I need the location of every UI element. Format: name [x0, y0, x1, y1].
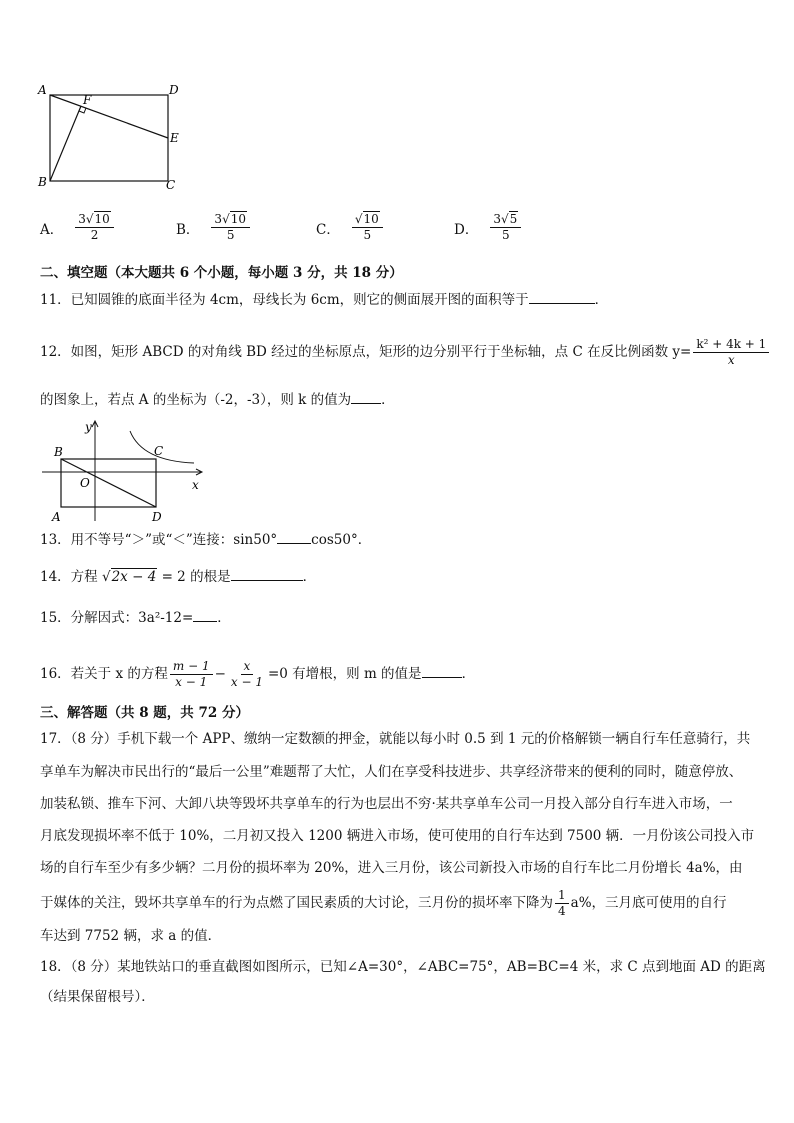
question-17-line5: 场的自行车至少有多少辆？二月份的损坏率为 20%，进入三月份，该公司新投入市场的自行车比二月份增长 4a%，由: [40, 860, 743, 876]
question-18-line1: 18．（8 分）某地铁站口的垂直截图如图所示，已知∠A=30°，∠ABC=75°，AB=BC=4 米，求 C 点到地面 AD 的距离: [40, 959, 766, 975]
label-F: F: [83, 93, 92, 107]
label-D: D: [169, 83, 179, 97]
section-solve-title: 三、解答题（共 8 题，共 72 分）: [40, 705, 249, 721]
label-C2: C: [154, 444, 164, 458]
answer-blank-15[interactable]: [193, 607, 217, 622]
label-O: O: [80, 476, 90, 490]
question-13: 13．用不等号“＞”或“＜”连接：sin50° cos50°．: [40, 529, 371, 550]
question-17-line6: 于媒体的关注，毁坏共享单车的行为点燃了国民素质的大讨论，三月份的损坏率下降为 $\frac{1}{4}$ a%，三月底可使用的自行: [40, 888, 727, 918]
question-17-line3: 加装私锁、推车下河、大卸八块等毁坏共享单车的行为也层出不穷·某共享单车公司一月投入部分自行车进入市场，一: [40, 796, 733, 812]
section-fill-in-title: 二、填空题（本大题共 6 个小题，每小题 3 分，共 18 分）: [40, 265, 403, 281]
label-x: x: [192, 478, 199, 492]
question-15: 15．分解因式：3a²-12= ．: [40, 607, 231, 628]
label-D2: D: [152, 510, 162, 524]
question-11: 11．已知圆锥的底面半径为 4cm，母线长为 6cm，则它的侧面展开图的面积等于 ．: [40, 289, 608, 310]
option-c[interactable]: C． $\frac{√10}{5}$: [316, 212, 385, 243]
question-12-cont: 的图象上，若点 A 的坐标为（-2，-3），则 k 的值为 ．: [40, 389, 395, 410]
label-y: y: [85, 420, 92, 434]
answer-blank-14[interactable]: [231, 566, 303, 581]
label-E: E: [170, 131, 179, 145]
answer-blank-12[interactable]: [351, 389, 381, 404]
question-17-line1: 17．（8 分）手机下载一个 APP、缴纳一定数额的押金，就能以每小时 0.5 到 1 元的价格解锁一辆自行车任意骑行，共: [40, 731, 751, 747]
coordinate-figure: [38, 417, 206, 525]
answer-blank-11[interactable]: [529, 289, 595, 304]
question-16: 16．若关于 x 的方程 $\frac{m - 1}{x - 1}$ − $\frac{x}{x - 1}$ =0 有增根，则 m 的值是 ．: [40, 659, 476, 689]
rectangle-figure: [36, 82, 186, 194]
label-B: B: [38, 175, 47, 189]
option-b[interactable]: B． $\frac{3√10}{5}$: [176, 212, 252, 243]
answer-blank-16[interactable]: [422, 663, 462, 678]
question-12: 12．如图，矩形 ABCD 的对角线 BD 经过的坐标原点，矩形的边分别平行于坐标轴，点 C 在反比例函数 y= $\frac{\text{k² + 4k + 1}}{x}$: [40, 337, 771, 368]
option-a[interactable]: A． $\frac{3√10}{2}$: [40, 212, 116, 243]
question-18-line2: （结果保留根号）．: [40, 989, 155, 1005]
answer-blank-13[interactable]: [277, 529, 311, 544]
label-B2: B: [54, 445, 63, 459]
question-17-line2: 享单车为解决市民出行的“最后一公里”难题帮了大忙，人们在享受科技进步、共享经济带来的便利的同时，随意停放、: [40, 764, 743, 780]
question-17-line4: 月底发现损坏率不低于 10%，二月初又投入 1200 辆进入市场，使可使用的自行车达到 7500 辆．一月份该公司投入市: [40, 828, 755, 844]
label-C: C: [166, 178, 176, 192]
option-d[interactable]: D． $\frac{3√5}{5}$: [454, 212, 523, 243]
question-17-line7: 车达到 7752 辆，求 a 的值．: [40, 928, 222, 944]
question-14: 14．方程 √2x − 4 = 2 的根是 ．: [40, 566, 316, 587]
label-A2: A: [52, 510, 61, 524]
label-A: A: [38, 83, 47, 97]
